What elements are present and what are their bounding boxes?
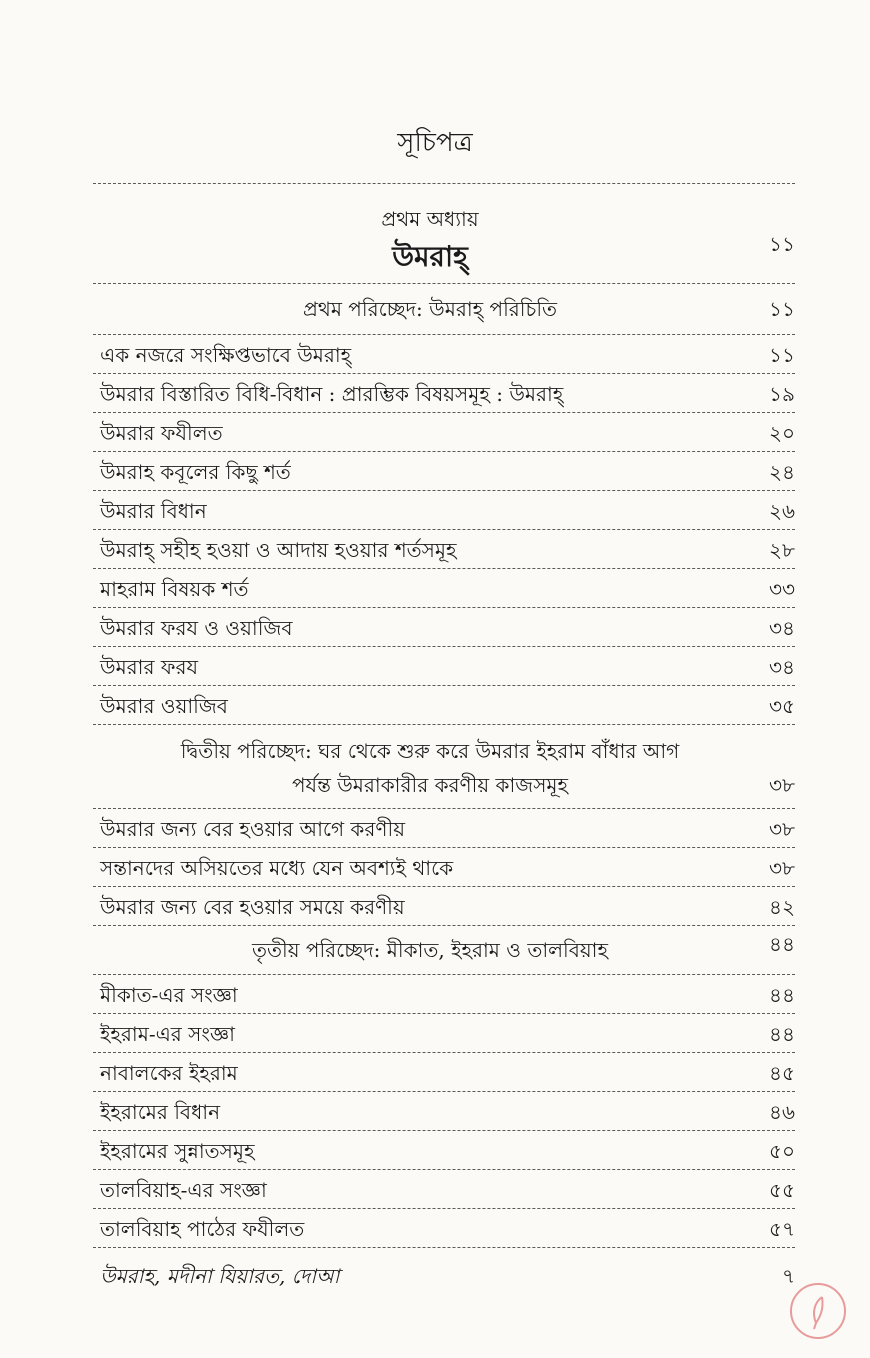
entry-title: উমরার জন্য বের হওয়ার আগে করণীয়: [100, 817, 406, 841]
entry-page: ২৮: [769, 538, 795, 562]
divider: [93, 1208, 795, 1209]
divider: [93, 1130, 795, 1131]
entry-page: ২৪: [769, 460, 795, 484]
section-title: প্রথম পরিচ্ছেদ: উমরাহ্ পরিচিতি: [302, 297, 558, 321]
toc-entry: [100, 536, 795, 566]
entry-title: উমরার বিস্তারিত বিধি-বিধান : প্রারম্ভিক বিষয়সমূহ : উমরাহ্: [100, 382, 564, 406]
toc-entry: [100, 653, 795, 683]
divider: [93, 925, 795, 926]
divider: [93, 1052, 795, 1053]
divider: [93, 1013, 795, 1014]
entry-page: ৫০: [769, 1139, 795, 1163]
toc-entry: [100, 497, 795, 527]
entry-title: উমরার জন্য বের হওয়ার সময়ে করণীয়: [100, 895, 405, 919]
toc-entry: [100, 981, 795, 1011]
entry-title: ইহরামের সুন্নাতসমূহ: [100, 1139, 255, 1163]
divider: [93, 974, 795, 975]
footer-book-title: উমরাহ, মদীনা যিয়ারত, দোআ: [100, 1264, 340, 1288]
entry-title: মীকাত-এর সংজ্ঞা: [100, 983, 238, 1007]
toc-entry: [100, 614, 795, 644]
section-page: ১১: [769, 297, 795, 321]
toc-entry: [100, 1215, 795, 1245]
divider: [93, 607, 795, 608]
divider: [93, 685, 795, 686]
entry-page: ৪৬: [769, 1100, 795, 1124]
entry-title: উমরার ওয়াজিব: [100, 694, 228, 718]
divider: [93, 646, 795, 647]
divider: [93, 373, 795, 374]
entry-page: ৪৪: [769, 983, 795, 1007]
quill-stamp-icon: [790, 1283, 846, 1339]
entry-title: ইহরাম-এর সংজ্ঞা: [100, 1022, 235, 1046]
divider: [93, 183, 795, 184]
entry-title: উমরার ফরয: [100, 655, 198, 679]
section-heading: [100, 295, 795, 325]
entry-title: নাবালকের ইহরাম: [100, 1061, 238, 1085]
page-title: সূচিপত্র: [397, 128, 473, 158]
entry-title: সন্তানদের অসিয়তের মধ্যে যেন অবশ্যই থাকে: [100, 856, 454, 880]
entry-page: ৪৫: [769, 1061, 795, 1085]
toc-entry: [100, 458, 795, 488]
toc-entry: [100, 1137, 795, 1167]
entry-title: উমরাহ্ সহীহ হওয়া ও আদায় হওয়ার শর্তসমূহ: [100, 538, 457, 562]
divider: [93, 412, 795, 413]
entry-title: তালবিয়াহ পাঠের ফযীলত: [100, 1217, 305, 1241]
chapter-page: ১১: [769, 232, 795, 256]
toc-entry: [100, 575, 795, 605]
entry-page: ৩৩: [768, 577, 795, 601]
divider: [93, 724, 795, 725]
divider: [93, 1247, 795, 1248]
section-page: ৩৮: [769, 773, 795, 797]
entry-page: ২৬: [768, 499, 795, 523]
chapter-subtitle: প্রথম অধ্যায়: [381, 207, 479, 231]
entry-page: ৪৪: [769, 1022, 795, 1046]
entry-page: ৪২: [769, 895, 795, 919]
divider: [93, 808, 795, 809]
entry-title: উমরার ফরয ও ওয়াজিব: [100, 616, 293, 640]
entry-page: ৫৭: [769, 1217, 795, 1241]
entry-title: এক নজরে সংক্ষিপ্তভাবে উমরাহ্: [100, 343, 352, 367]
entry-title: উমরার ফযীলত: [100, 421, 223, 445]
entry-page: ১৯: [769, 382, 795, 406]
section-title: তৃতীয় পরিচ্ছেদ: মীকাত, ইহরাম ও তালবিয়াহ: [252, 938, 608, 962]
toc-entry: [100, 380, 795, 410]
section-title-line2: পর্যন্ত উমরাকারীর করণীয় কাজসমূহ: [291, 773, 569, 797]
toc-entry: [100, 1098, 795, 1128]
toc-entry: [100, 1059, 795, 1089]
entry-page: ১১: [769, 343, 795, 367]
section-page: ৪৪: [769, 932, 795, 956]
entry-title: ইহরামের বিধান: [100, 1100, 221, 1124]
entry-title: উমরাহ কবূলের কিছু শর্ত: [100, 460, 291, 484]
entry-page: ৩৮: [769, 817, 795, 841]
entry-title: তালবিয়াহ-এর সংজ্ঞা: [100, 1178, 267, 1202]
entry-title: উমরার বিধান: [100, 499, 207, 523]
chapter-heading: [100, 205, 795, 275]
toc-entry: [100, 1176, 795, 1206]
section-heading: [100, 737, 795, 807]
divider: [93, 886, 795, 887]
divider: [93, 283, 795, 284]
divider: [93, 1091, 795, 1092]
entry-page: ৩৫: [769, 694, 795, 718]
divider: [93, 451, 795, 452]
toc-entry: [100, 341, 795, 371]
entry-page: ২০: [768, 421, 795, 445]
toc-entry: [100, 419, 795, 449]
divider: [93, 1169, 795, 1170]
entry-page: ৫৫: [769, 1178, 795, 1202]
toc-entry: [100, 854, 795, 884]
section-heading: [100, 932, 795, 966]
entry-page: ৩৮: [769, 856, 795, 880]
divider: [93, 529, 795, 530]
toc-entry: [100, 1020, 795, 1050]
divider: [93, 847, 795, 848]
entry-title: মাহরাম বিষয়ক শর্ত: [100, 577, 249, 601]
divider: [93, 490, 795, 491]
toc-entry: [100, 692, 795, 722]
entry-page: ৩৪: [769, 655, 795, 679]
divider: [93, 334, 795, 335]
chapter-title: উমরাহ্: [392, 240, 468, 273]
toc-entry: [100, 893, 795, 923]
entry-page: ৩৪: [769, 616, 795, 640]
divider: [93, 568, 795, 569]
footer-page-number: ৭: [781, 1264, 795, 1288]
section-title-line1: দ্বিতীয় পরিচ্ছেদ: ঘর থেকে শুরু করে উমরার ইহরাম বাঁধার আগ: [180, 739, 680, 763]
toc-entry: [100, 815, 795, 845]
